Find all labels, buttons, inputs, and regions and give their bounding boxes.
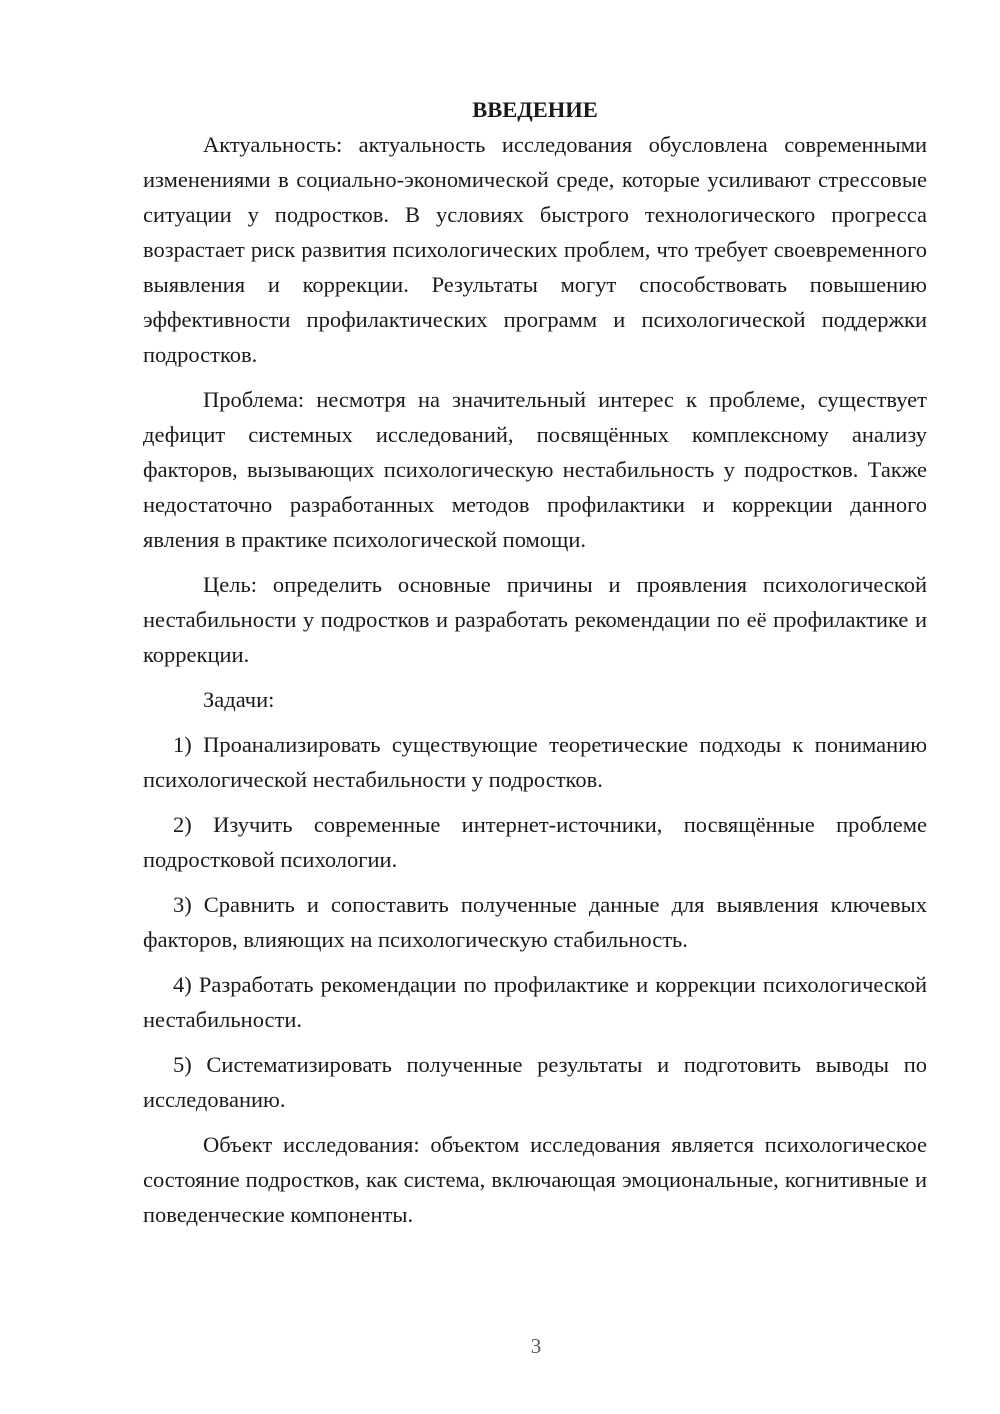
- page-number: 3: [530, 1334, 542, 1358]
- tasks-heading: Задачи:: [203, 687, 275, 712]
- problem-paragraph: Проблема: несмотря на значительный интерес к проблеме, существует дефицит системных исследований, посвящённых комплексному анализу факторов, вызывающих психологическую нестабильность у подростков. Также недостаточно разработанных методов профилактики и коррекции данного явления в практике психологической помощи.: [143, 387, 927, 552]
- task-item-4: 4) Разработать рекомендации по профилактике и коррекции психологической нестабильности.: [143, 972, 927, 1032]
- relevance-paragraph: Актуальность: актуальность исследования обусловлена современными изменениями в социально-экономической среде, которые усиливают стрессовые ситуации у подростков. В условиях быстрого технологического прогресса возрастает риск развития психологических проблем, что требует своевременного выявления и коррекции. Результаты могут способствовать повышению эффективности профилактических программ и психологической поддержки подростков.: [143, 132, 927, 367]
- document-page: [143, 92, 927, 1242]
- object-paragraph: Объект исследования: объектом исследования является психологическое состояние подростков, как система, включающая эмоциональные, когнитивные и поведенческие компоненты.: [143, 1132, 927, 1227]
- task-item-1: 1) Проанализировать существующие теоретические подходы к пониманию психологической нестабильности у подростков.: [143, 732, 927, 792]
- page-title: ВВЕДЕНИЕ: [472, 97, 598, 122]
- task-item-2: 2) Изучить современные интернет-источники, посвящённые проблеме подростковой психологии.: [143, 812, 927, 872]
- goal-paragraph: Цель: определить основные причины и проявления психологической нестабильности у подростков и разработать рекомендации по её профилактике и коррекции.: [143, 572, 927, 667]
- task-item-3: 3) Сравнить и сопоставить полученные данные для выявления ключевых факторов, влияющих на психологическую стабильность.: [143, 892, 927, 952]
- task-item-5: 5) Систематизировать полученные результаты и подготовить выводы по исследованию.: [143, 1052, 927, 1112]
